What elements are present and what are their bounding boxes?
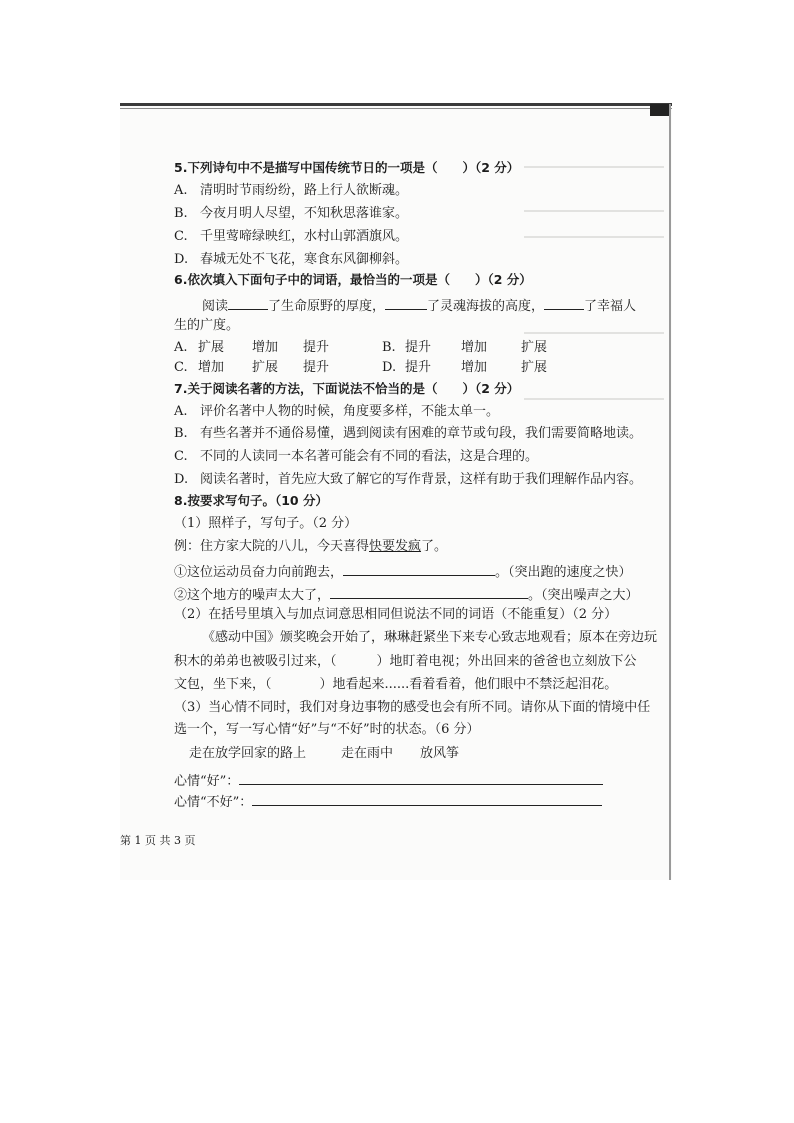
question-7-title: 7.关于阅读名著的方法，下面说法不恰当的是（ ）（2 分）: [174, 381, 520, 396]
q8-item-2: ②这个地方的噪声太大了， 。（突出噪声之大）: [174, 585, 639, 604]
q7-option-d: D. 阅读名著时，首先应大致了解它的写作背景，这样有助于我们理解作品内容。: [174, 472, 643, 487]
q8-part2-line2: 积木的弟弟也被吸引过来，（ ）地盯着电视；外出回来的爸爸也立刻放下公: [174, 654, 637, 669]
q8-part2-line3: 文包，坐下来，（ ）地看起来......看着看着，他们眼中不禁泛起泪花。: [174, 677, 618, 692]
question-5-title: 5.下列诗句中不是描写中国传统节日的一项是（ ）（2 分）: [174, 160, 520, 175]
q7-option-b: B. 有些名著并不通俗易懂，遇到阅读有困难的章节或句段，我们需要简略地读。: [174, 426, 643, 441]
q6-option-b-letter: B.: [382, 340, 396, 355]
bleed-through: [524, 332, 664, 334]
q8-part2-heading: （2）在括号里填入与加点词意思相同但说法不同的词语（不能重复）（2 分）: [174, 607, 618, 622]
answer-line[interactable]: [330, 585, 528, 599]
q7-option-c: C. 不同的人读同一本名著可能会有不同的看法，这是合理的。: [174, 449, 539, 464]
answer-line[interactable]: [239, 771, 603, 785]
q8-part2-line1: 《感动中国》颁奖晚会开始了，琳琳赶紧坐下来专心致志地观看；原本在旁边玩: [202, 630, 658, 645]
q6-option-b-word: 增加: [461, 340, 488, 355]
answer-line[interactable]: [343, 562, 495, 576]
q8-part3-line2: 选一个，写一写心情“好”与“不好”时的状态。（6 分）: [174, 722, 480, 737]
q6-option-b-word: 提升: [405, 340, 432, 355]
scenario-2: 走在雨中: [341, 746, 394, 761]
bad-mood-row: 心情“不好”：: [174, 792, 602, 811]
bleed-through: [524, 166, 664, 168]
corner-mark: [650, 104, 670, 116]
answer-line[interactable]: [252, 792, 602, 806]
q6-option-c-word: 扩展: [252, 360, 279, 375]
q6-sentence: 阅读 了生命原野的厚度， 了灵魂海拔的高度， 了幸福人: [202, 296, 636, 315]
q5-option-d: D. 春城无处不飞花，寒食东风御柳斜。: [174, 252, 409, 267]
q7-option-a: A. 评价名著中人物的时候，角度要多样，不能太单一。: [174, 404, 500, 419]
q6-option-c-letter: C.: [174, 360, 188, 375]
question-6-title: 6.依次填入下面句子中的词语，最恰当的一项是（ ）（2 分）: [174, 272, 532, 287]
scenario-1: 走在放学回家的路上: [189, 746, 307, 761]
q6-option-a-word: 扩展: [198, 340, 225, 355]
question-8-title: 8.按要求写句子。（10 分）: [174, 493, 328, 508]
q8-part1-heading: （1）照样子，写句子。（2 分）: [174, 516, 358, 531]
q6-sentence-end: 生的广度。: [174, 318, 240, 333]
scenario-3: 放风筝: [420, 746, 460, 761]
q5-option-b: B. 今夜月明人尽望，不知秋思落谁家。: [174, 206, 409, 221]
q8-example: 例：住方家大院的八儿，今天喜得快要发疯了。: [174, 539, 448, 554]
q6-option-c-word: 增加: [198, 360, 225, 375]
top-rule: [120, 103, 672, 106]
q6-option-d-word: 扩展: [521, 360, 548, 375]
page-edge: [669, 104, 671, 880]
q8-item-1: ①这位运动员奋力向前跑去， 。（突出跑的速度之快）: [174, 562, 632, 581]
q6-option-a-letter: A.: [174, 340, 188, 355]
q6-option-c-word: 提升: [303, 360, 330, 375]
blank-line: [228, 296, 268, 310]
q5-option-c: C. 千里莺啼绿映红，水村山郭酒旗风。: [174, 229, 409, 244]
q6-option-a-word: 提升: [303, 340, 330, 355]
q6-option-b-word: 扩展: [521, 340, 548, 355]
q5-option-a: A. 清明时节雨纷纷，路上行人欲断魂。: [174, 183, 409, 198]
bleed-through: [524, 236, 664, 238]
q6-option-d-letter: D.: [382, 360, 397, 375]
blank-line: [544, 296, 584, 310]
blank-line: [385, 296, 427, 310]
good-mood-row: 心情“好”：: [174, 771, 603, 790]
bleed-through: [524, 398, 664, 400]
q6-option-d-word: 增加: [461, 360, 488, 375]
bleed-through: [524, 210, 664, 212]
q6-option-a-word: 增加: [252, 340, 279, 355]
q6-option-d-word: 提升: [405, 360, 432, 375]
q8-part3-line1: （3）当心情不同时，我们对身边事物的感受也会有所不同。请你从下面的情境中任: [174, 700, 651, 715]
page-footer: 第 1 页 共 3 页: [120, 834, 196, 847]
top-rule-thin: [120, 108, 672, 109]
